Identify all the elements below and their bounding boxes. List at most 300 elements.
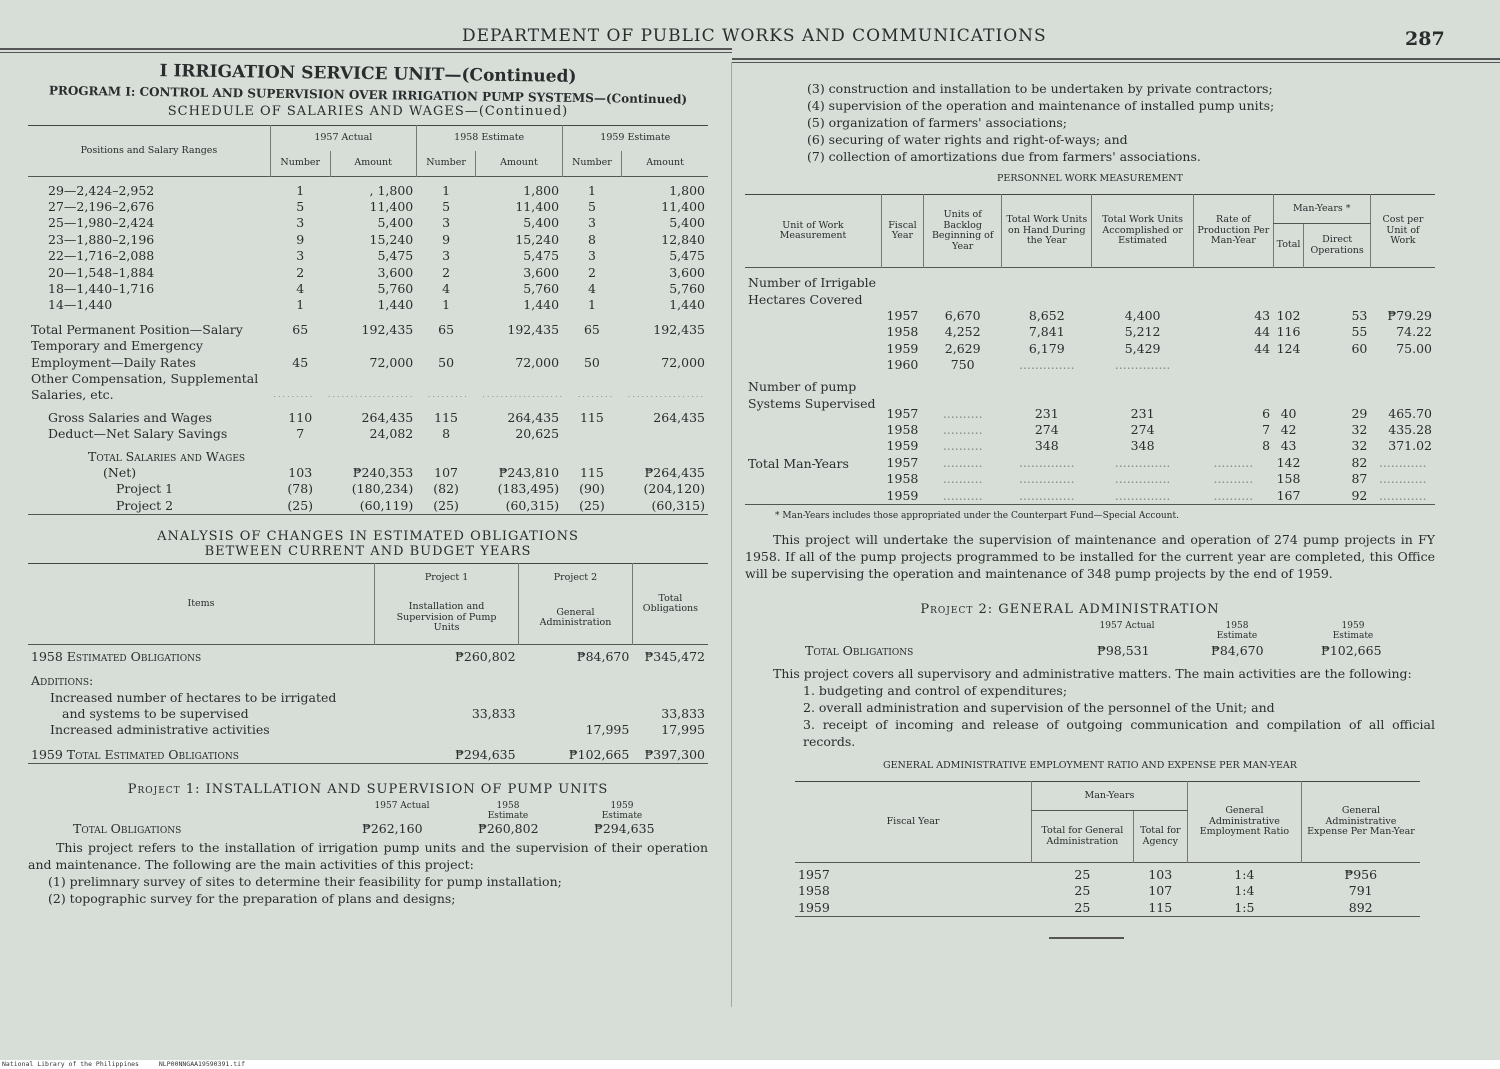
- gae-expense-header: General Administrative Expense Per Man-Year: [1301, 782, 1420, 863]
- total-permanent-row: [28, 322, 708, 338]
- pwm-rate-header: Rate of Production Per Man-Year: [1194, 195, 1274, 268]
- cell: 1959: [886, 487, 919, 503]
- p2-v1959: ₱102,665: [1321, 643, 1382, 659]
- cell: 1: [296, 297, 305, 313]
- cell: 1959: [798, 899, 830, 915]
- gae-ratio-header: General Administrative Employment Ratio: [1187, 782, 1301, 863]
- cell: 1,800: [669, 182, 705, 198]
- cell: 274: [1034, 422, 1059, 438]
- cell: 1:4: [1234, 867, 1255, 883]
- header-rule-right-2: [732, 62, 1500, 63]
- salary-row: [28, 265, 708, 281]
- cell: (90): [579, 481, 605, 497]
- items-header: Items: [187, 597, 215, 609]
- header-rule-left-2: [0, 52, 732, 53]
- cell: ..........: [942, 454, 983, 470]
- pwm-group-row: [745, 268, 1435, 325]
- cell: 12,840: [661, 231, 705, 247]
- activity-item: (4) supervision of the operation and maintenance of installed pump units;: [807, 98, 1275, 113]
- number-header: Number: [270, 151, 330, 177]
- p2-v1957: ₱98,531: [1097, 643, 1150, 659]
- cell: 20,625: [515, 426, 560, 442]
- cell: ₱84,670: [576, 648, 630, 664]
- gae-totalagency-header: Total for Agency: [1133, 811, 1187, 863]
- cell: 2,629: [944, 340, 981, 356]
- cell: 3,600: [669, 264, 705, 280]
- cell: (25): [433, 497, 459, 513]
- gae-manyears-header: Man-Years: [1032, 782, 1188, 811]
- cell: 6,179: [1028, 340, 1065, 356]
- cell: 4: [587, 280, 596, 296]
- cell: ₱294,635: [455, 746, 516, 762]
- cell: 82: [1351, 454, 1368, 470]
- pwm-footnote: * Man-Years includes those appropriated under the Counterpart Fund—Special Account.: [775, 511, 1179, 522]
- cell: ..............: [1114, 487, 1171, 503]
- project2-row: [28, 498, 708, 515]
- positions-header: Positions and Salary Ranges: [80, 144, 218, 156]
- cell: ..........: [1213, 454, 1254, 470]
- left-column: [28, 62, 708, 907]
- cell: 1957: [886, 405, 919, 421]
- cell: 2: [442, 264, 451, 280]
- cell: 5: [442, 198, 451, 214]
- p1-h1957: 1957 Actual: [374, 801, 430, 812]
- pwm-group-row: [745, 374, 1435, 422]
- cell: ..............: [1114, 454, 1171, 470]
- activity-item: (6) securing of water rights and right-of-ways; and: [807, 132, 1128, 147]
- project1-title: Project 1: INSTALLATION AND SUPERVISION OF PUMP UNITS: [127, 782, 609, 798]
- pwm-accomplished-header: Total Work Units Accomplished or Estimated: [1092, 195, 1194, 268]
- cell: 25: [1074, 883, 1091, 899]
- cell: ..............: [1018, 471, 1075, 487]
- cell: 5,475: [377, 248, 414, 264]
- cell: 11,400: [661, 198, 705, 214]
- add1-row: [28, 706, 708, 722]
- spacer: [28, 739, 708, 747]
- cell: ..........: [942, 438, 983, 454]
- project2-subheader: General Administration: [519, 592, 633, 645]
- row-label: Increased number of hectares to be irrigated: [50, 689, 337, 705]
- gae-fy-header: Fiscal Year: [886, 815, 940, 827]
- pwm-fy-header: Fiscal Year: [882, 195, 924, 268]
- pwm-table: [745, 194, 1435, 505]
- cell: ..........: [942, 422, 983, 438]
- salary-row: [28, 281, 708, 297]
- spacer: [28, 314, 708, 322]
- footer-source: National Library of the Philippines: [2, 1060, 139, 1068]
- row-label: Project 1: [116, 481, 174, 497]
- project1-subheader: Installation and Supervision of Pump Units: [375, 592, 519, 645]
- salary-row: [28, 248, 708, 264]
- gae-title: GENERAL ADMINISTRATIVE EMPLOYMENT RATIO AND EXPENSE PER MAN-YEAR: [883, 760, 1297, 772]
- salary-row: [28, 297, 708, 313]
- project2-header: Project 2: [519, 564, 633, 593]
- row-label: Deduct—Net Salary Savings: [48, 426, 228, 442]
- cell: 1:5: [1234, 899, 1255, 915]
- activity-item: (3) construction and installation to be undertaken by private contractors;: [807, 81, 1273, 96]
- cell: 65: [292, 321, 309, 337]
- cell: 72,000: [369, 354, 414, 370]
- cell: 25: [1074, 867, 1091, 883]
- row-label: Project 2: [116, 497, 174, 513]
- project2-obligations: [745, 621, 1435, 661]
- cell: (78): [287, 481, 314, 497]
- cell: 192,435: [507, 321, 560, 337]
- activity-item: (5) organization of farmers' associations;: [807, 115, 1068, 130]
- cell: 6: [1262, 405, 1271, 421]
- number-header: Number: [562, 151, 622, 177]
- gae-row: [795, 863, 1420, 884]
- y1958-header: 1958 Estimate: [416, 126, 562, 152]
- cell: 92: [1351, 487, 1368, 503]
- range-label: 27—2,196–2,676: [48, 198, 155, 214]
- cell: ₱956: [1344, 867, 1378, 883]
- analysis-subtitle: BETWEEN CURRENT AND BUDGET YEARS: [204, 544, 532, 560]
- cell: 750: [950, 357, 975, 373]
- cell: (60,315): [505, 497, 560, 513]
- cell: 7: [1262, 422, 1271, 438]
- project2-item: 1. budgeting and control of expenditures;: [803, 683, 1068, 699]
- cell: 45: [292, 354, 309, 370]
- pwm-group2-label: Number of pump Systems Supervised: [748, 378, 876, 411]
- cell: 1: [587, 297, 596, 313]
- project1-header: Project 1: [375, 564, 519, 593]
- cell: 115: [434, 409, 458, 425]
- cell: 4: [296, 280, 305, 296]
- cell: 264,435: [653, 409, 705, 425]
- est1958-row: [28, 649, 708, 665]
- pwm-manyears-header: Man-Years *: [1273, 195, 1370, 224]
- cell: ₱345,472: [644, 648, 705, 664]
- right-column: [745, 80, 1435, 939]
- cell: 29: [1351, 405, 1368, 421]
- cell: (82): [433, 481, 459, 497]
- cell: 32: [1351, 422, 1368, 438]
- cell: 40: [1280, 405, 1297, 421]
- temporary-row: [28, 338, 708, 371]
- program-title: PROGRAM I: CONTROL AND SUPERVISION OVER IRRIGATION PUMP SYSTEMS—(Continued): [48, 83, 688, 107]
- cell: 231: [1034, 405, 1059, 421]
- cell: 72,000: [661, 354, 705, 370]
- cell: 3,600: [377, 264, 414, 280]
- analysis-table: [28, 563, 708, 764]
- number-header: Number: [416, 151, 476, 177]
- cell: ₱264,435: [644, 465, 705, 480]
- pwm-unit-header: Unit of Work Measurement: [779, 219, 847, 241]
- cell: 107: [434, 465, 458, 480]
- cell: (25): [287, 497, 314, 513]
- cell: ..........: [942, 471, 983, 487]
- salary-rows: [28, 177, 708, 515]
- cell: 17,995: [661, 722, 705, 738]
- cell: 1957: [886, 454, 919, 470]
- cell: ₱102,665: [568, 746, 630, 762]
- cell: 74.22: [1396, 324, 1432, 340]
- cell: 25: [1074, 899, 1091, 915]
- cell: 1958: [798, 883, 830, 899]
- cell: 348: [1034, 438, 1059, 454]
- cell: 4,252: [944, 324, 981, 340]
- cell: 1:4: [1234, 883, 1255, 899]
- cell: 5: [587, 198, 596, 214]
- row-label: Other Compensation, Supplemental Salaries, etc.: [31, 370, 259, 403]
- cell: 72,000: [515, 354, 560, 370]
- row-label: Total Salaries and Wages: [88, 448, 246, 464]
- row-label: Gross Salaries and Wages: [48, 409, 213, 425]
- cell: ..............: [1114, 471, 1171, 487]
- cell: 11,400: [369, 198, 414, 214]
- cell: 42: [1280, 422, 1297, 438]
- cell: 3: [296, 215, 305, 231]
- cell: 1959: [886, 340, 919, 356]
- row-label: (Net): [103, 465, 137, 480]
- row-label: Additions:: [31, 673, 94, 689]
- salary-row: [28, 215, 708, 231]
- cell: 5,760: [377, 280, 414, 296]
- p1-h1958: 1958 Estimate: [487, 801, 529, 822]
- cell: 124: [1276, 340, 1301, 356]
- range-label: 22—1,716–2,088: [48, 248, 155, 264]
- cell: 3: [442, 215, 451, 231]
- cell: (60,315): [651, 497, 705, 513]
- cell: ............: [1378, 454, 1427, 470]
- cell: 3: [442, 248, 451, 264]
- p2-h1957: 1957 Actual: [1099, 621, 1155, 632]
- cell: 5,475: [669, 248, 705, 264]
- amount-header: Amount: [476, 151, 562, 177]
- cell: ..........: [1213, 487, 1254, 503]
- row-label: and systems to be supervised: [62, 705, 249, 721]
- department-title: DEPARTMENT OF PUBLIC WORKS AND COMMUNICATIONS: [462, 26, 1047, 46]
- cell: 1,440: [523, 297, 560, 313]
- project1-item: (2) topographic survey for the preparation of plans and designs;: [48, 891, 456, 907]
- cell: 3: [587, 215, 596, 231]
- project1-obligations: [28, 801, 708, 837]
- cell: 435.28: [1388, 422, 1432, 438]
- cell: 791: [1348, 883, 1373, 899]
- amount-header: Amount: [622, 151, 708, 177]
- pwm-group3-label: Total Man-Years: [748, 455, 849, 471]
- cell: 32: [1351, 438, 1368, 454]
- p2-v1958: ₱84,670: [1211, 643, 1264, 659]
- cell: 53: [1351, 308, 1368, 323]
- cell: ..........: [942, 487, 983, 503]
- cell: 274: [1130, 422, 1155, 438]
- gae-totalga-header: Total for General Administration: [1032, 811, 1134, 863]
- range-label: 23—1,880–2,196: [48, 231, 155, 247]
- cell: 75.00: [1396, 340, 1432, 356]
- range-label: 20—1,548–1,884: [48, 264, 155, 280]
- row-label: Temporary and Emergency Employment—Daily Rates: [31, 338, 203, 370]
- cell: 1957: [886, 308, 919, 323]
- cell: (60,119): [359, 497, 414, 513]
- cell: 44: [1254, 324, 1271, 340]
- cell: 5,212: [1124, 324, 1161, 340]
- cell: 8,652: [1028, 308, 1065, 323]
- cell: 142: [1276, 454, 1301, 470]
- cell: 1960: [886, 357, 919, 373]
- project2-item: 2. overall administration and supervision of the personnel of the Unit; and: [803, 700, 1275, 716]
- cell: ..............: [1018, 454, 1075, 470]
- column-divider: [731, 62, 732, 1007]
- salary-row: [28, 183, 708, 199]
- cell: 167: [1276, 487, 1301, 503]
- pwm-total-header: Total: [1273, 224, 1304, 268]
- cell: ₱240,353: [352, 465, 414, 480]
- project2-title: Project 2: GENERAL ADMINISTRATION: [920, 602, 1220, 618]
- project1-item: (1) prelimnary survey of sites to determine their feasibility for pump installation;: [48, 874, 562, 890]
- cell: 103: [288, 465, 313, 480]
- amount-header: Amount: [330, 151, 416, 177]
- cell: 1: [442, 182, 451, 198]
- cell: (183,495): [497, 481, 560, 497]
- y1957-header: 1957 Actual: [270, 126, 416, 152]
- net-label-row: [28, 443, 708, 465]
- header-rule-right: [732, 58, 1500, 60]
- salary-row: [28, 199, 708, 215]
- cell: 8: [1262, 438, 1271, 454]
- cell: 8: [442, 426, 451, 442]
- range-label: 29—2,424–2,952: [48, 182, 155, 198]
- page-number: 287: [1405, 28, 1445, 50]
- cell: 24,082: [369, 426, 414, 442]
- cell: ............: [1378, 471, 1427, 487]
- header-rule-left: [0, 48, 732, 50]
- salary-table: [28, 125, 708, 515]
- cell: 115: [579, 465, 604, 480]
- row-label: 1958 Estimated Obligations: [31, 648, 202, 664]
- cell: 9: [442, 231, 451, 247]
- cell: 1957: [798, 867, 830, 883]
- cell: 33,833: [661, 705, 705, 721]
- cell: (204,120): [643, 481, 705, 497]
- cell: 5,475: [523, 248, 560, 264]
- deduct-row: [28, 426, 708, 442]
- salary-row: [28, 232, 708, 248]
- cell: 465.70: [1388, 405, 1432, 421]
- cell: 1,440: [669, 297, 705, 313]
- cell: ..........: [942, 405, 983, 421]
- footer-file: NLP00NNGAA19590391.tif: [158, 1060, 245, 1068]
- gae-row: [795, 883, 1420, 899]
- cell: [562, 426, 622, 442]
- cell: 110: [288, 409, 313, 425]
- row-label: Increased administrative activities: [50, 722, 270, 738]
- cell: 44: [1254, 340, 1271, 356]
- end-rule: [1049, 937, 1124, 939]
- cell: 116: [1276, 324, 1301, 340]
- cell: 7: [296, 426, 305, 442]
- cell: 4: [442, 280, 451, 296]
- cell: ..............: [1018, 357, 1075, 373]
- cell: 4,400: [1124, 308, 1161, 323]
- cell: 192,435: [653, 321, 705, 337]
- cell: 1: [296, 182, 305, 198]
- cell: 1959: [886, 438, 919, 454]
- pwm-title: PERSONNEL WORK MEASUREMENT: [997, 173, 1183, 184]
- cell: 65: [583, 321, 600, 337]
- cell: 264,435: [507, 409, 560, 425]
- pwm-direct-header: Direct Operations: [1304, 224, 1370, 268]
- unit-title: I IRRIGATION SERVICE UNIT—(Continued): [159, 61, 577, 87]
- scan-footer: [0, 1060, 1500, 1069]
- pwm-onhand-header: Total Work Units on Hand During the Year: [1002, 195, 1092, 268]
- cell: 6,670: [944, 308, 981, 323]
- cell: 192,435: [361, 321, 414, 337]
- p1-v1957: ₱262,160: [362, 821, 423, 837]
- cell: 17,995: [585, 722, 630, 738]
- cell: 102: [1276, 308, 1301, 323]
- cell: 3,600: [523, 264, 560, 280]
- cell: ₱260,802: [455, 648, 516, 664]
- cell: 5,400: [377, 215, 414, 231]
- cell: 55: [1351, 324, 1368, 340]
- p1-h1959: 1959 Estimate: [601, 801, 643, 822]
- total1959-row: [28, 747, 708, 764]
- cell: 5,760: [669, 280, 705, 296]
- cell: 1: [587, 182, 596, 198]
- pwm-cost-header: Cost per Unit of Work: [1370, 195, 1435, 268]
- range-label: 25—1,980–2,424: [48, 215, 155, 231]
- cell: 50: [583, 354, 600, 370]
- cell: 107: [1148, 883, 1173, 899]
- cell: 1958: [886, 471, 919, 487]
- p2-h1958: 1958 Estimate: [1216, 621, 1258, 642]
- cell: 33,833: [471, 705, 516, 721]
- cell: 43: [1254, 308, 1271, 323]
- cell: 87: [1351, 471, 1368, 487]
- cell: 2: [296, 264, 305, 280]
- cell: 60: [1351, 340, 1368, 356]
- cell: 5,429: [1124, 340, 1161, 356]
- cell: 8: [587, 231, 596, 247]
- cell: 231: [1130, 405, 1155, 421]
- cell: 9: [296, 231, 305, 247]
- pwm-group-row: [745, 455, 1435, 471]
- activity-item: (7) collection of amortizations due from farmers' associations.: [807, 149, 1201, 164]
- cell: [519, 706, 633, 722]
- pwm-text: This project will undertake the supervision of maintenance and operation of 274 pump projects in FY 1958. If all of the pump projects programmed to be installed for the current year are completed, this Office will be supervising the operation and maintenance of 348 pump projects by the end of 1959.: [745, 532, 1435, 582]
- cell: 2: [587, 264, 596, 280]
- cell: ₱79.29: [1387, 308, 1432, 323]
- cell: 11,400: [515, 198, 560, 214]
- cell: 892: [1348, 899, 1373, 915]
- cell: (25): [579, 497, 605, 513]
- net-row: [28, 465, 708, 481]
- cell: 15,240: [515, 231, 560, 247]
- cell: 5,400: [669, 215, 705, 231]
- cell: 3: [587, 248, 596, 264]
- gross-row: [28, 410, 708, 426]
- other-comp-row: Other Compensation, Supplemental Salaries, etc. ......... ................... ......... .................. ........ .................: [28, 371, 708, 404]
- cell: (180,234): [351, 481, 414, 497]
- additions-row: [28, 673, 708, 689]
- project1-row: [28, 481, 708, 497]
- cell: 43: [1280, 438, 1297, 454]
- row-label: Total Permanent Position—Salary: [31, 321, 243, 337]
- y1959-header: 1959 Estimate: [562, 126, 708, 152]
- cell: 50: [438, 354, 455, 370]
- cell: 7,841: [1028, 324, 1065, 340]
- pwm-group1-label: Number of Irrigable Hectares Covered: [748, 275, 877, 307]
- cell: 5,400: [523, 215, 560, 231]
- spacer: [28, 665, 708, 673]
- gae-table: [795, 781, 1420, 917]
- p1-v1959: ₱294,635: [594, 821, 655, 837]
- p1-obl-label: Total Obligations: [73, 821, 182, 837]
- cell: 5: [296, 198, 305, 214]
- cell: 1958: [886, 324, 919, 340]
